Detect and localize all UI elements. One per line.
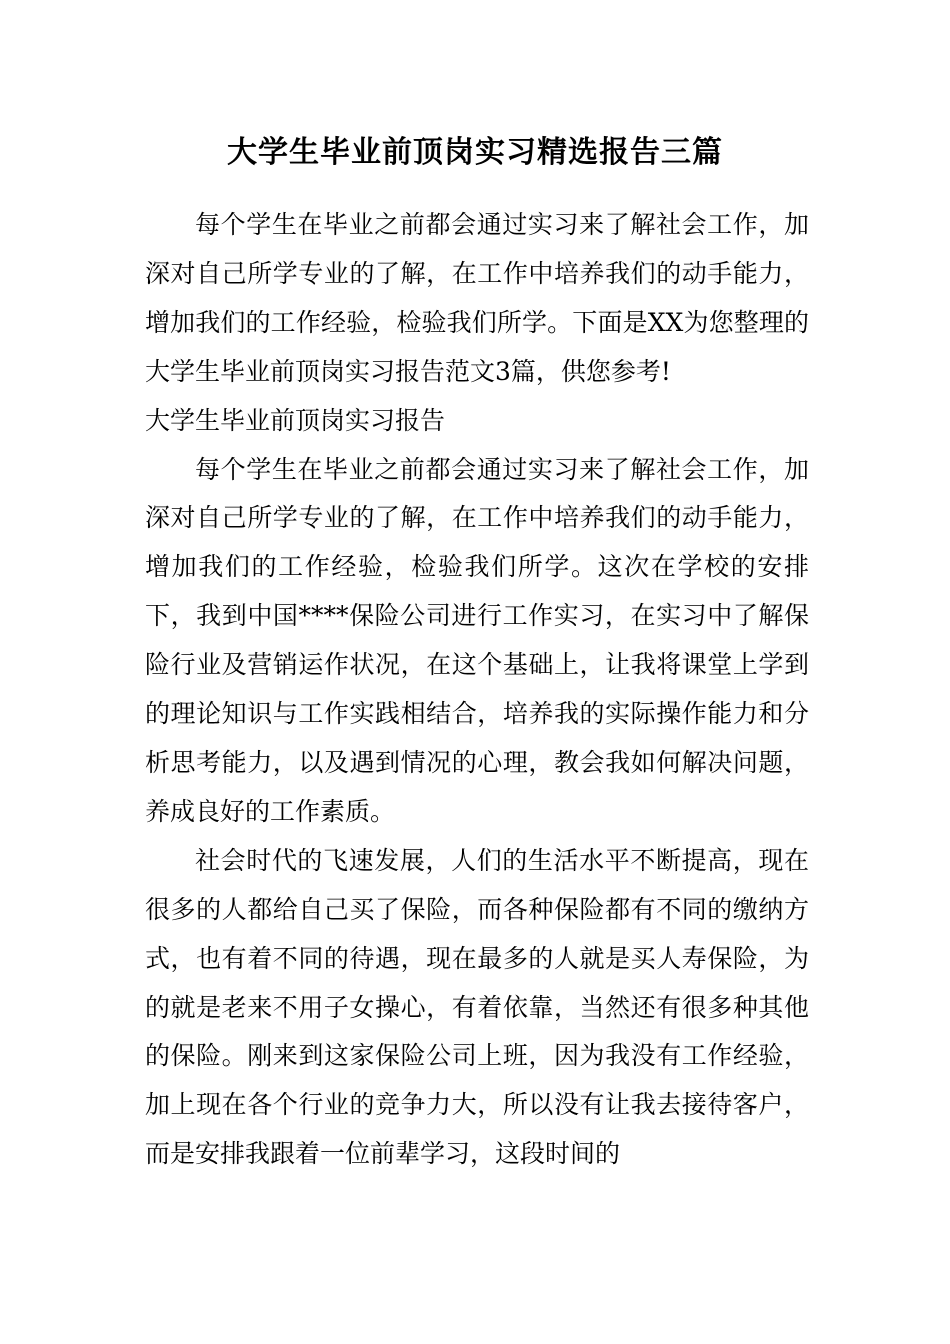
document-title: 大学生毕业前顶岗实习精选报告三篇 xyxy=(227,135,723,170)
section-heading: 大学生毕业前顶岗实习报告 xyxy=(145,405,446,435)
document-body xyxy=(145,201,809,1179)
intro-paragraph: 每个学生在毕业之前都会通过实习来了解社会工作，加深对自己所学专业的了解，在工作中培养我们的动手能力，增加我们的工作经验，检验我们所学。下面是XX为您整理的大学生毕业前顶岗实习报告范文3篇，供您参考! xyxy=(145,210,809,386)
body-paragraph-1: 每个学生在毕业之前都会通过实习来了解社会工作，加深对自己所学专业的了解，在工作中培养我们的动手能力，增加我们的工作经验，检验我们所学。这次在学校的安排下，我到中国****保险公司进行工作实习，在实习中了解保险行业及营销运作状况，在这个基础上，让我将课堂上学到的理论知识与工作实践相结合，培养我的实际操作能力和分析思考能力，以及遇到情况的心理，教会我如何解决问题，养成良好的工作素质。 xyxy=(145,454,809,826)
body-paragraph-2: 社会时代的飞速发展，人们的生活水平不断提高，现在很多的人都给自己买了保险，而各种保险都有不同的缴纳方式，也有着不同的待遇，现在最多的人就是买人寿保险，为的就是老来不用子女操心，有着依靠，当然还有很多种其他的保险。刚来到这家保险公司上班，因为我没有工作经验，加上现在各个行业的竞争力大，所以没有让我去接待客户，而是安排我跟着一位前辈学习，这段时间的 xyxy=(145,845,809,1169)
